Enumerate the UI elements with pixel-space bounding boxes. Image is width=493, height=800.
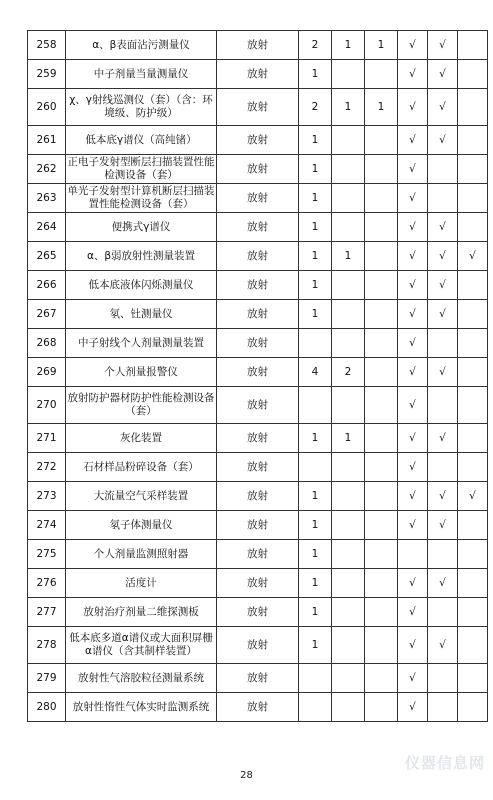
table-row xyxy=(28,126,488,155)
quantity-1-cell: 1 xyxy=(299,569,332,598)
row-number-cell: 279 xyxy=(28,664,66,693)
quantity-3-cell xyxy=(365,358,398,387)
check-2-cell: √ xyxy=(428,358,458,387)
table-row xyxy=(28,693,488,722)
check-3-cell xyxy=(458,387,488,424)
equipment-name-cell: 单光子发射型计算机断层扫描装置性能检测设备（套） xyxy=(66,184,217,213)
table-row xyxy=(28,424,488,453)
quantity-2-cell xyxy=(332,453,365,482)
quantity-3-cell xyxy=(365,424,398,453)
check-3-cell xyxy=(458,329,488,358)
quantity-2-cell: 1 xyxy=(332,242,365,271)
quantity-1-cell: 1 xyxy=(299,126,332,155)
quantity-1-cell: 1 xyxy=(299,482,332,511)
table-row xyxy=(28,453,488,482)
quantity-3-cell xyxy=(365,453,398,482)
equipment-name-cell: 便携式γ谱仪 xyxy=(66,213,217,242)
quantity-1-cell: 1 xyxy=(299,271,332,300)
equipment-name-cell: 中子剂量当量测量仪 xyxy=(66,60,217,89)
check-3-cell xyxy=(458,664,488,693)
quantity-1-cell: 1 xyxy=(299,511,332,540)
check-2-cell: √ xyxy=(428,424,458,453)
quantity-2-cell xyxy=(332,664,365,693)
quantity-1-cell: 1 xyxy=(299,300,332,329)
table-row xyxy=(28,482,488,511)
quantity-1-cell xyxy=(299,664,332,693)
check-3-cell xyxy=(458,511,488,540)
table-row xyxy=(28,569,488,598)
check-3-cell xyxy=(458,184,488,213)
quantity-2-cell xyxy=(332,300,365,329)
quantity-1-cell: 1 xyxy=(299,184,332,213)
quantity-1-cell: 1 xyxy=(299,242,332,271)
quantity-2-cell xyxy=(332,540,365,569)
check-1-cell: √ xyxy=(398,664,428,693)
row-number-cell: 259 xyxy=(28,60,66,89)
check-1-cell: √ xyxy=(398,511,428,540)
check-1-cell: √ xyxy=(398,242,428,271)
quantity-3-cell xyxy=(365,511,398,540)
equipment-name-cell: α、β表面沾污测量仪 xyxy=(66,31,217,60)
equipment-category-cell: 放射 xyxy=(217,693,299,722)
row-number-cell: 272 xyxy=(28,453,66,482)
table-row xyxy=(28,31,488,60)
quantity-3-cell xyxy=(365,598,398,627)
equipment-category-cell: 放射 xyxy=(217,569,299,598)
check-3-cell xyxy=(458,424,488,453)
check-2-cell xyxy=(428,598,458,627)
equipment-category-cell: 放射 xyxy=(217,155,299,184)
quantity-2-cell xyxy=(332,271,365,300)
check-3-cell xyxy=(458,358,488,387)
equipment-name-cell: α、β弱放射性测量装置 xyxy=(66,242,217,271)
check-3-cell: √ xyxy=(458,242,488,271)
row-number-cell: 273 xyxy=(28,482,66,511)
quantity-1-cell: 1 xyxy=(299,540,332,569)
quantity-1-cell: 1 xyxy=(299,155,332,184)
equipment-category-cell: 放射 xyxy=(217,358,299,387)
page-number: 28 xyxy=(240,770,253,781)
equipment-category-cell: 放射 xyxy=(217,271,299,300)
quantity-2-cell xyxy=(332,329,365,358)
check-1-cell: √ xyxy=(398,184,428,213)
equipment-category-cell: 放射 xyxy=(217,664,299,693)
check-1-cell: √ xyxy=(398,482,428,511)
quantity-2-cell xyxy=(332,155,365,184)
check-2-cell: √ xyxy=(428,213,458,242)
quantity-2-cell xyxy=(332,627,365,664)
quantity-3-cell xyxy=(365,155,398,184)
quantity-3-cell: 1 xyxy=(365,31,398,60)
check-1-cell: √ xyxy=(398,300,428,329)
quantity-3-cell xyxy=(365,627,398,664)
row-number-cell: 276 xyxy=(28,569,66,598)
check-2-cell xyxy=(428,540,458,569)
equipment-table xyxy=(27,30,488,722)
quantity-3-cell xyxy=(365,482,398,511)
equipment-category-cell: 放射 xyxy=(217,242,299,271)
table-row xyxy=(28,213,488,242)
row-number-cell: 264 xyxy=(28,213,66,242)
check-2-cell xyxy=(428,184,458,213)
quantity-3-cell xyxy=(365,60,398,89)
check-3-cell xyxy=(458,540,488,569)
quantity-2-cell xyxy=(332,598,365,627)
check-1-cell: √ xyxy=(398,387,428,424)
check-3-cell xyxy=(458,89,488,126)
check-3-cell xyxy=(458,569,488,598)
check-2-cell xyxy=(428,329,458,358)
check-1-cell: √ xyxy=(398,598,428,627)
table-row xyxy=(28,598,488,627)
equipment-category-cell: 放射 xyxy=(217,126,299,155)
table-row xyxy=(28,60,488,89)
quantity-2-cell xyxy=(332,126,365,155)
check-1-cell: √ xyxy=(398,424,428,453)
check-3-cell xyxy=(458,627,488,664)
check-1-cell: √ xyxy=(398,693,428,722)
quantity-3-cell xyxy=(365,300,398,329)
row-number-cell: 269 xyxy=(28,358,66,387)
row-number-cell: 270 xyxy=(28,387,66,424)
check-2-cell xyxy=(428,387,458,424)
equipment-table-body xyxy=(28,31,488,722)
check-2-cell: √ xyxy=(428,271,458,300)
quantity-2-cell xyxy=(332,213,365,242)
row-number-cell: 267 xyxy=(28,300,66,329)
equipment-category-cell: 放射 xyxy=(217,300,299,329)
check-1-cell: √ xyxy=(398,60,428,89)
equipment-category-cell: 放射 xyxy=(217,453,299,482)
check-1-cell xyxy=(398,540,428,569)
table-row xyxy=(28,540,488,569)
quantity-1-cell: 1 xyxy=(299,60,332,89)
check-1-cell: √ xyxy=(398,213,428,242)
table-row xyxy=(28,155,488,184)
equipment-name-cell: 中子射线个人剂量测量装置 xyxy=(66,329,217,358)
row-number-cell: 271 xyxy=(28,424,66,453)
row-number-cell: 280 xyxy=(28,693,66,722)
check-1-cell: √ xyxy=(398,453,428,482)
quantity-1-cell xyxy=(299,387,332,424)
quantity-3-cell xyxy=(365,213,398,242)
quantity-1-cell: 1 xyxy=(299,424,332,453)
equipment-category-cell: 放射 xyxy=(217,511,299,540)
quantity-3-cell xyxy=(365,271,398,300)
row-number-cell: 258 xyxy=(28,31,66,60)
check-2-cell xyxy=(428,693,458,722)
equipment-category-cell: 放射 xyxy=(217,598,299,627)
quantity-2-cell: 1 xyxy=(332,31,365,60)
table-row xyxy=(28,511,488,540)
quantity-1-cell xyxy=(299,693,332,722)
quantity-3-cell: 1 xyxy=(365,89,398,126)
equipment-name-cell: 氡子体测量仪 xyxy=(66,511,217,540)
row-number-cell: 268 xyxy=(28,329,66,358)
check-2-cell: √ xyxy=(428,242,458,271)
quantity-1-cell xyxy=(299,329,332,358)
check-2-cell: √ xyxy=(428,60,458,89)
quantity-1-cell: 4 xyxy=(299,358,332,387)
check-2-cell: √ xyxy=(428,569,458,598)
equipment-category-cell: 放射 xyxy=(217,424,299,453)
row-number-cell: 266 xyxy=(28,271,66,300)
quantity-2-cell xyxy=(332,60,365,89)
check-1-cell: √ xyxy=(398,627,428,664)
equipment-name-cell: 放射治疗剂量二维探测板 xyxy=(66,598,217,627)
row-number-cell: 277 xyxy=(28,598,66,627)
quantity-2-cell xyxy=(332,387,365,424)
table-row xyxy=(28,329,488,358)
quantity-2-cell: 1 xyxy=(332,89,365,126)
row-number-cell: 261 xyxy=(28,126,66,155)
quantity-1-cell: 1 xyxy=(299,213,332,242)
quantity-2-cell xyxy=(332,482,365,511)
equipment-name-cell: 放射性惰性气体实时监测系统 xyxy=(66,693,217,722)
quantity-2-cell xyxy=(332,569,365,598)
equipment-name-cell: 灰化装置 xyxy=(66,424,217,453)
equipment-category-cell: 放射 xyxy=(217,184,299,213)
quantity-3-cell xyxy=(365,126,398,155)
check-3-cell xyxy=(458,60,488,89)
quantity-2-cell xyxy=(332,693,365,722)
quantity-3-cell xyxy=(365,329,398,358)
equipment-name-cell: 氡、钍测量仪 xyxy=(66,300,217,329)
table-row xyxy=(28,184,488,213)
check-2-cell: √ xyxy=(428,511,458,540)
quantity-1-cell: 1 xyxy=(299,598,332,627)
check-1-cell: √ xyxy=(398,126,428,155)
check-2-cell xyxy=(428,664,458,693)
row-number-cell: 274 xyxy=(28,511,66,540)
check-3-cell xyxy=(458,31,488,60)
watermark-logo: 仪器信息网 xyxy=(404,754,485,772)
check-3-cell xyxy=(458,693,488,722)
check-1-cell: √ xyxy=(398,155,428,184)
row-number-cell: 260 xyxy=(28,89,66,126)
row-number-cell: 275 xyxy=(28,540,66,569)
quantity-3-cell xyxy=(365,693,398,722)
table-row xyxy=(28,89,488,126)
equipment-name-cell: 低本底液体闪烁测量仪 xyxy=(66,271,217,300)
row-number-cell: 265 xyxy=(28,242,66,271)
table-row xyxy=(28,387,488,424)
equipment-category-cell: 放射 xyxy=(217,627,299,664)
equipment-category-cell: 放射 xyxy=(217,60,299,89)
equipment-name-cell: 低本底多道α谱仪或大面积屏栅α谱仪（含其制样装置） xyxy=(66,627,217,664)
equipment-name-cell: 个人剂量报警仪 xyxy=(66,358,217,387)
equipment-name-cell: 正电子发射型断层扫描装置性能检测设备（套） xyxy=(66,155,217,184)
quantity-2-cell xyxy=(332,511,365,540)
quantity-3-cell xyxy=(365,569,398,598)
check-2-cell: √ xyxy=(428,482,458,511)
row-number-cell: 262 xyxy=(28,155,66,184)
quantity-2-cell: 1 xyxy=(332,424,365,453)
equipment-category-cell: 放射 xyxy=(217,387,299,424)
quantity-3-cell xyxy=(365,540,398,569)
equipment-category-cell: 放射 xyxy=(217,540,299,569)
table-row xyxy=(28,664,488,693)
table-row xyxy=(28,358,488,387)
quantity-2-cell: 2 xyxy=(332,358,365,387)
quantity-2-cell xyxy=(332,184,365,213)
table-row xyxy=(28,271,488,300)
check-2-cell xyxy=(428,155,458,184)
check-2-cell: √ xyxy=(428,627,458,664)
check-1-cell: √ xyxy=(398,31,428,60)
quantity-3-cell xyxy=(365,184,398,213)
equipment-category-cell: 放射 xyxy=(217,31,299,60)
row-number-cell: 278 xyxy=(28,627,66,664)
check-3-cell xyxy=(458,155,488,184)
table-row xyxy=(28,242,488,271)
equipment-name-cell: 大流量空气采样装置 xyxy=(66,482,217,511)
check-2-cell: √ xyxy=(428,31,458,60)
quantity-1-cell: 2 xyxy=(299,89,332,126)
row-number-cell: 263 xyxy=(28,184,66,213)
table-row xyxy=(28,300,488,329)
equipment-name-cell: 放射性气溶胶粒径测量系统 xyxy=(66,664,217,693)
check-2-cell: √ xyxy=(428,300,458,329)
equipment-name-cell: 放射防护器材防护性能检测设备（套） xyxy=(66,387,217,424)
quantity-3-cell xyxy=(365,664,398,693)
check-2-cell: √ xyxy=(428,89,458,126)
check-2-cell: √ xyxy=(428,126,458,155)
quantity-3-cell xyxy=(365,387,398,424)
equipment-category-cell: 放射 xyxy=(217,213,299,242)
check-2-cell xyxy=(428,453,458,482)
equipment-category-cell: 放射 xyxy=(217,329,299,358)
quantity-1-cell: 1 xyxy=(299,627,332,664)
quantity-3-cell xyxy=(365,242,398,271)
check-3-cell xyxy=(458,300,488,329)
check-1-cell: √ xyxy=(398,89,428,126)
check-3-cell xyxy=(458,126,488,155)
equipment-category-cell: 放射 xyxy=(217,89,299,126)
check-1-cell: √ xyxy=(398,358,428,387)
equipment-name-cell: 活度计 xyxy=(66,569,217,598)
check-1-cell: √ xyxy=(398,271,428,300)
quantity-1-cell: 2 xyxy=(299,31,332,60)
equipment-name-cell: 个人剂量监测照射器 xyxy=(66,540,217,569)
check-3-cell xyxy=(458,271,488,300)
check-3-cell: √ xyxy=(458,482,488,511)
check-3-cell xyxy=(458,213,488,242)
check-3-cell xyxy=(458,453,488,482)
table-row xyxy=(28,627,488,664)
quantity-1-cell xyxy=(299,453,332,482)
equipment-name-cell: 石材样品粉碎设备（套） xyxy=(66,453,217,482)
equipment-name-cell: 低本底γ谱仪（高纯锗） xyxy=(66,126,217,155)
check-1-cell: √ xyxy=(398,569,428,598)
check-1-cell: √ xyxy=(398,329,428,358)
equipment-name-cell: χ、γ射线巡测仪（套）（含：环境级、防护级） xyxy=(66,89,217,126)
check-3-cell xyxy=(458,598,488,627)
equipment-category-cell: 放射 xyxy=(217,482,299,511)
